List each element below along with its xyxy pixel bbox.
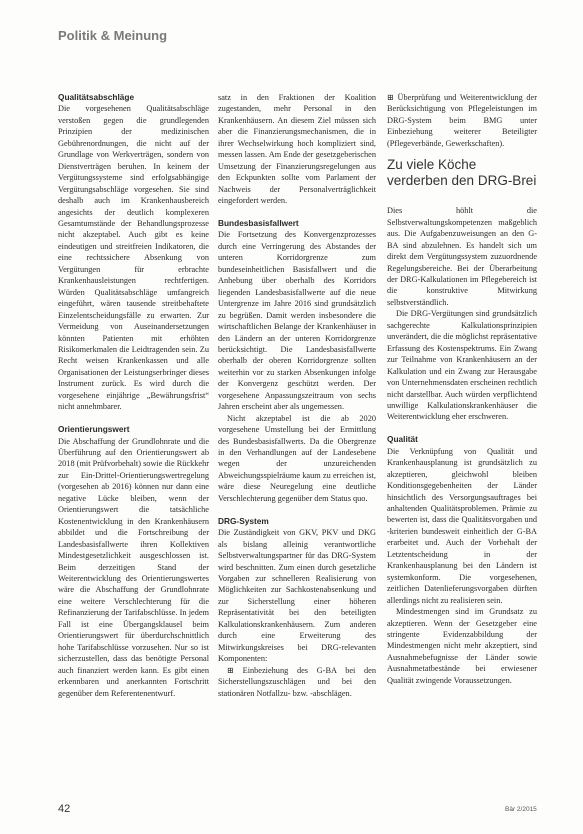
paragraph: Mindestmengen sind im Grundsatz zu akzeptieren. Wenn der Gesetzgeber eine stringente Evidenzabbildung der Mindestmengen nicht mehr akzeptiert, sind Ausnahmebefugnisse der Länder sowie Ausnahmetatbestände bei erwiesener Qualität zwingende Voraussetzungen. — [387, 607, 537, 685]
article-subtitle: Zu viele Köche verderben den DRG-Brei — [387, 157, 537, 189]
subheading-drg-system: DRG-System — [218, 515, 269, 526]
section-header: Politik & Meinung — [58, 28, 168, 43]
paragraph: Dies höhlt die Selbstverwaltungskompetenzen maßgeblich aus. Die Aufgabenzuweisungen an den G-BA sind abzulehnen. Es handelt sich um direkt dem Vergütungssystem zuzuordnende Regelungsbereiche. Bei der Überarbeitung der DRG-Kalkulationen im Pflegebereich ist die konstruktive Mitwirkung selbstverständlich. — [387, 206, 537, 307]
page-number: 42 — [58, 803, 71, 815]
subheading-orientierungswert: Orientierungswert — [58, 424, 130, 435]
column-2 — [218, 92, 376, 699]
subheading-bundesbasisfallwert: Bundesbasisfallwert — [218, 217, 299, 228]
paragraph: Nicht akzeptabel ist die ab 2020 vorgesehene Umstellung bei der Ermittlung des Bundesbasisfallwerts. Da die Obergrenze in den Verhandlungen auf der Landesebene wegen der unzureichenden Abweichungsspielräume kaum zu erreichen ist, wäre diese Neuregelung eine deutliche Verschlechterung gegenüber dem Status quo. — [218, 413, 376, 503]
paragraph: Die DRG-Vergütungen sind grundsätzlich sachgerechte Kalkulationsprinzipien unverändert, die die möglichst repräsentative Erfassung des Kostenspektrums. Ein Zwang zur Teilnahme von Krankenhäusern an der Kalkulation und ein Zwang zur Herausgabe von Unternehmensdaten erscheinen rechtlich nicht darstellbar. Auch würden verpflichtend unwillige Kalkulationskrankenhäuser die Weiterentwicklung eher erschweren. — [387, 309, 537, 422]
paragraph: Die Abschaffung der Grundlohnrate und die Überführung auf den Orientierungswert ab 2018 (mit Prüfvorbehalt) sowie die Rückkehr zur Ein-Drittel-Orientierungswertregelung (vorgesehen ab 2016) können nur dann eine negative Lücke bleiben, wenn der Orientierungswert die tatsächliche Kostenentwicklung in den Krankenhäusern abbildet und die Fortschreibung der Landesbasisfallwerte ihren Kollektiven Mindestgesetzlichkeit ausgeschlossen ist. Beim derzeitigen Stand der Weiterentwicklung des Orientierungswertes wäre die Abschaffung der Grundlohnrate eine weitere Verschlechterung für die Refinanzierung der Tarifabschlüsse. In jedem Fall ist eine Übergangsklausel beim Orientierungswert für überdurchschnittlich hohe Tarifabschlüsse vorzusehen. Nur so ist sicherzustellen, dass das benötigte Personal auch finanziert werden kann. Es gibt einen erkennbaren und anerkannten Fortschritt gegenüber dem Referentenentwurf. — [58, 436, 209, 698]
column-1 — [58, 92, 209, 699]
subheading-qualitaet: Qualität — [387, 434, 418, 445]
column-3 — [387, 92, 537, 686]
paragraph: Die Fortsetzung des Konvergenzprozesses durch eine Verringerung des Abstandes der unteren Korridorgrenze zum bundeseinheitlichen Basisfallwert und die Anhebung über oberhalb des Korridors liegenden Landesbasisfallwerte auf die neue Untergrenze im Jahre 2016 sind grundsätzlich zu begrüßen. Damit werden insbesondere die wirtschaftlichen Belange der Krankenhäuser in den Ländern an der unteren Korridorgrenze berücksichtigt. Die Landesbasisfallwerte oberhalb der oberen Korridorgrenze sollten weiterhin vor zu starken Absenkungen infolge der Konvergenz geschützt werden. Der vorgesehene Anpassungszeitraum von sechs Jahren erscheint aber als ungemessen. — [218, 230, 376, 412]
subheading-qualitaetsabschlaege: Qualitätsabschläge — [58, 92, 135, 102]
paragraph: Die vorgesehenen Qualitätsabschläge verstoßen gegen die grundlegenden Prinzipien der medizinischen Gebührenordnungen, die nicht auf der Grundlage von Werkverträgen, sondern von Dienstverträgen beruhen. In keinem der Vergütungssysteme sind erfolgsabhängige Vergütungsabschläge vorgesehen. Sie sind deshalb auch im Krankenhausbereich angesichts der deutlich komplexeren Gesamtumstände der Behandlungsprozesse nicht akzeptabel. Auch gibt es keine eindeutigen und streitfreien Indikatoren, die eine rechtssichere Absenkung von Vergütungen für erbrachte Krankenhausleistungen rechtfertigen. Würden Qualitätsabschläge umfangreich eingeführt, wären tausende streitbehaftete Einzelentscheidungsfälle zu erwarten. Zur Vermeidung von Auseinandersetzungen könnten Patienten mit erhöhten Risikomerkmalen die Leidtragenden sein. Zu Recht weisen Krankenkassen und alle Organisationen der Leistungserbringer dieses Instrument zurück. Es wird durch die vorgesehene einjährige „Bewährungsfrist“ nicht annehmbarer. — [58, 104, 209, 412]
paragraph: Die Zuständigkeit von GKV, PKV und DKG als bislang alleinig verantwortliche Selbstverwaltungspartner für das DRG-System wird beschnitten. Zum einen durch gesetzliche Vorgaben zur schnelleren Realisierung von Möglichkeiten zur Sachkostenabsenkung und zur Sicherstellung einer höheren Repräsentativität bei den beteiligten Kalkulationskrankenhäusern. Zum anderen durch eine Erweiterung des Mitwirkungskreises bei DRG-relevanten Komponenten: — [218, 528, 376, 664]
bullet-item: ⊞ Überprüfung und Weiterentwicklung der Berücksichtigung von Pflegeleistungen im DRG-System beim BMG unter Einbeziehung weiterer Beteiligter (Pflegeverbände, Gewerkschaften). — [387, 93, 537, 148]
bullet-item: ⊞ Einbeziehung des G-BA bei den Sicherstellungszuschlägen und bei den stationären Notfallzu- bzw. -abschlägen. — [218, 665, 376, 698]
paragraph: Die Verknüpfung von Qualität und Krankenhausplanung ist grundsätzlich zu akzeptieren, gleichwohl bleiben Konditionsgegebenheiten der Länder hinsichtlich des Versorgungsauftrages bei anhaltenden Qualitätsproblemen. Prämie zu bewerten ist, dass die Qualitätsvorgaben und -kriterien bundesweit einheitlich der G-BA erarbeitet und. Auch der Vorbehalt der Letztentscheidung in der Krankenhausplanung bei den Ländern ist systemkonform. Die vorgesehenen, zeitlichen Datenlieferungsvorgaben dürften allerdings nicht zu realisieren sein. — [387, 446, 537, 605]
issue-label: Bär 2/2015 — [505, 806, 537, 813]
paragraph: satz in den Fraktionen der Koalition zugestanden, mehr Personal in den Krankenhäusern. An diesem Ziel müssen sich aber die Finanzierungsmechanismen, die in ihrer Wechselwirkung hoch kompliziert sind, messen lassen. Am Ende der gesetzgeberischen Umsetzung der Finanzierungsregelungen aus den Eckpunkten sollte vom Parlament der Nachweis der Personalverträglichkeit eingefordert werden. — [218, 93, 376, 206]
